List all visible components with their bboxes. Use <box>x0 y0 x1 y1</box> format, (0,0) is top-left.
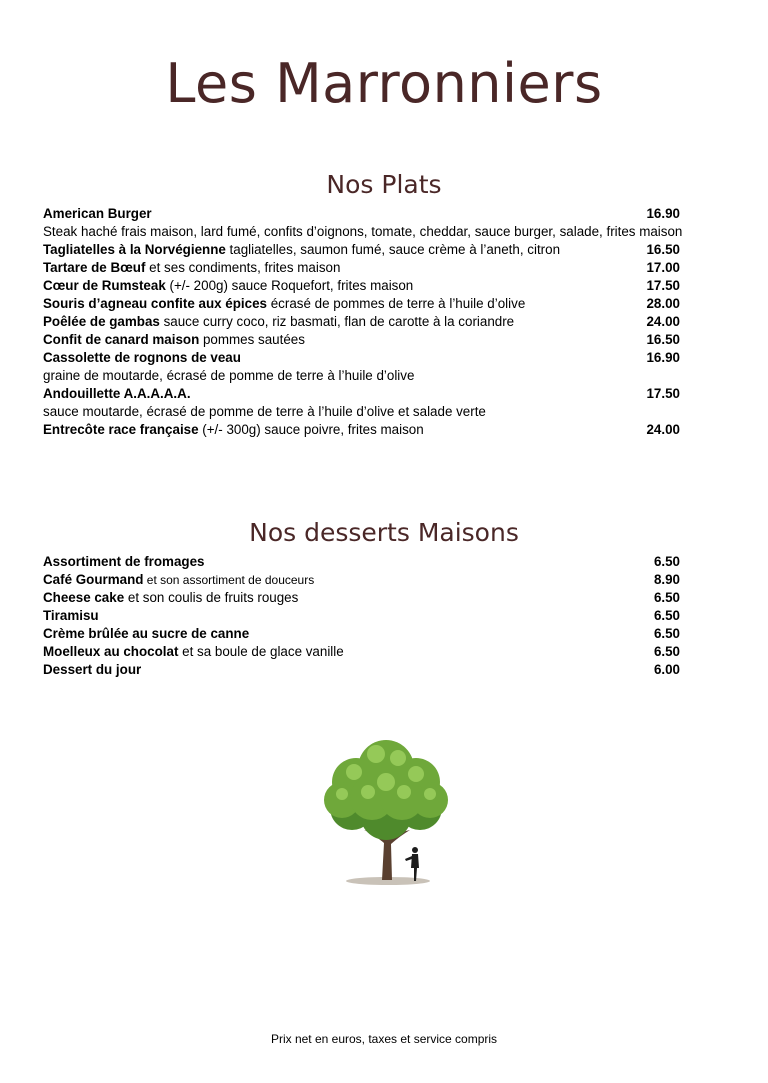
dish-price: 28.00 <box>646 296 680 311</box>
menu-item <box>43 295 683 313</box>
dessert-description: et sa boule de glace vanille <box>178 644 344 659</box>
dish-description: sauce curry coco, riz basmati, flan de carotte à la coriandre <box>159 314 515 329</box>
dish-name: Tagliatelles à la Norvégienne <box>43 242 226 257</box>
dessert-name: Cheese cake <box>43 590 125 605</box>
dish-description: sauce moutarde, écrasé de pomme de terre à l’huile d’olive et salade verte <box>43 404 486 419</box>
menu-item <box>43 661 683 679</box>
menu-item <box>43 643 683 661</box>
dessert-name: Assortiment de fromages <box>43 554 205 569</box>
footer-note: Prix net en euros, taxes et service compris <box>270 1032 498 1046</box>
menu-item <box>43 277 683 295</box>
dish-name: Cœur de Rumsteak <box>43 278 166 293</box>
dish-price: 17.50 <box>646 278 680 293</box>
dish-price: 17.50 <box>646 386 680 401</box>
dish-description: Steak haché frais maison, lard fumé, confits d’oignons, tomate, cheddar, sauce burger, salade, frites maison <box>43 224 683 239</box>
menu-item <box>43 349 683 367</box>
tree-icon <box>312 738 460 888</box>
dish-description: tagliatelles, saumon fumé, sauce crème à l’aneth, citron <box>225 242 561 257</box>
dessert-name: Crème brûlée au sucre de canne <box>43 626 250 641</box>
dish-name: Confit de canard maison <box>43 332 200 347</box>
dessert-name: Moelleux au chocolat <box>43 644 179 659</box>
dish-description: et ses condiments, frites maison <box>145 260 341 275</box>
dessert-price: 8.90 <box>653 572 680 587</box>
tree-with-waiter-illustration <box>312 738 460 893</box>
dessert-price: 6.00 <box>653 662 680 677</box>
menu-list-desserts <box>43 553 683 679</box>
dessert-description: et son coulis de fruits rouges <box>124 590 299 605</box>
menu-item <box>43 313 683 331</box>
menu-item <box>43 259 683 277</box>
dish-name: Souris d’agneau confite aux épices <box>43 296 267 311</box>
dish-description: graine de moutarde, écrasé de pomme de terre à l’huile d’olive <box>43 368 415 383</box>
dessert-price: 6.50 <box>653 626 680 641</box>
menu-item <box>43 553 683 571</box>
dish-name: Poêlée de gambas <box>43 314 160 329</box>
menu-item <box>43 241 683 259</box>
dish-price: 24.00 <box>646 422 680 437</box>
section-title-desserts: Nos desserts Maisons <box>249 518 519 547</box>
dish-price: 16.50 <box>646 332 680 347</box>
restaurant-name: Les Marronniers <box>165 52 603 115</box>
dessert-price: 6.50 <box>653 608 680 623</box>
menu-item <box>43 589 683 607</box>
dish-price: 16.90 <box>646 206 680 221</box>
dish-price: 24.00 <box>646 314 680 329</box>
menu-item <box>43 205 683 223</box>
menu-list-plats <box>43 205 683 439</box>
menu-item <box>43 385 683 403</box>
dish-description: (+/- 300g) sauce poivre, frites maison <box>198 422 424 437</box>
dessert-price: 6.50 <box>653 590 680 605</box>
dessert-name: Tiramisu <box>43 608 99 623</box>
dessert-price: 6.50 <box>653 554 680 569</box>
menu-item <box>43 571 683 589</box>
menu-item <box>43 625 683 643</box>
dish-description: pommes sautées <box>199 332 305 347</box>
dessert-name: Dessert du jour <box>43 662 142 677</box>
menu-item-description <box>43 223 683 241</box>
menu-item <box>43 607 683 625</box>
section-title-plats: Nos Plats <box>326 170 442 199</box>
dish-price: 17.00 <box>646 260 680 275</box>
dish-price: 16.50 <box>646 242 680 257</box>
dish-description: écrasé de pommes de terre à l’huile d’olive <box>267 296 526 311</box>
dish-name: Tartare de Bœuf <box>43 260 146 275</box>
dish-name: Cassolette de rognons de veau <box>43 350 241 365</box>
dish-name: American Burger <box>43 206 152 221</box>
dish-price: 16.90 <box>646 350 680 365</box>
menu-item <box>43 421 683 439</box>
dessert-price: 6.50 <box>653 644 680 659</box>
menu-item-description <box>43 367 683 385</box>
dessert-description: et son assortiment de douceurs <box>143 573 315 587</box>
menu-item <box>43 331 683 349</box>
dish-name: Entrecôte race française <box>43 422 199 437</box>
dish-description: (+/- 200g) sauce Roquefort, frites maison <box>165 278 414 293</box>
dish-name: Andouillette A.A.A.A.A. <box>43 386 191 401</box>
menu-item-description <box>43 403 683 421</box>
dessert-name: Café Gourmand <box>43 572 144 587</box>
